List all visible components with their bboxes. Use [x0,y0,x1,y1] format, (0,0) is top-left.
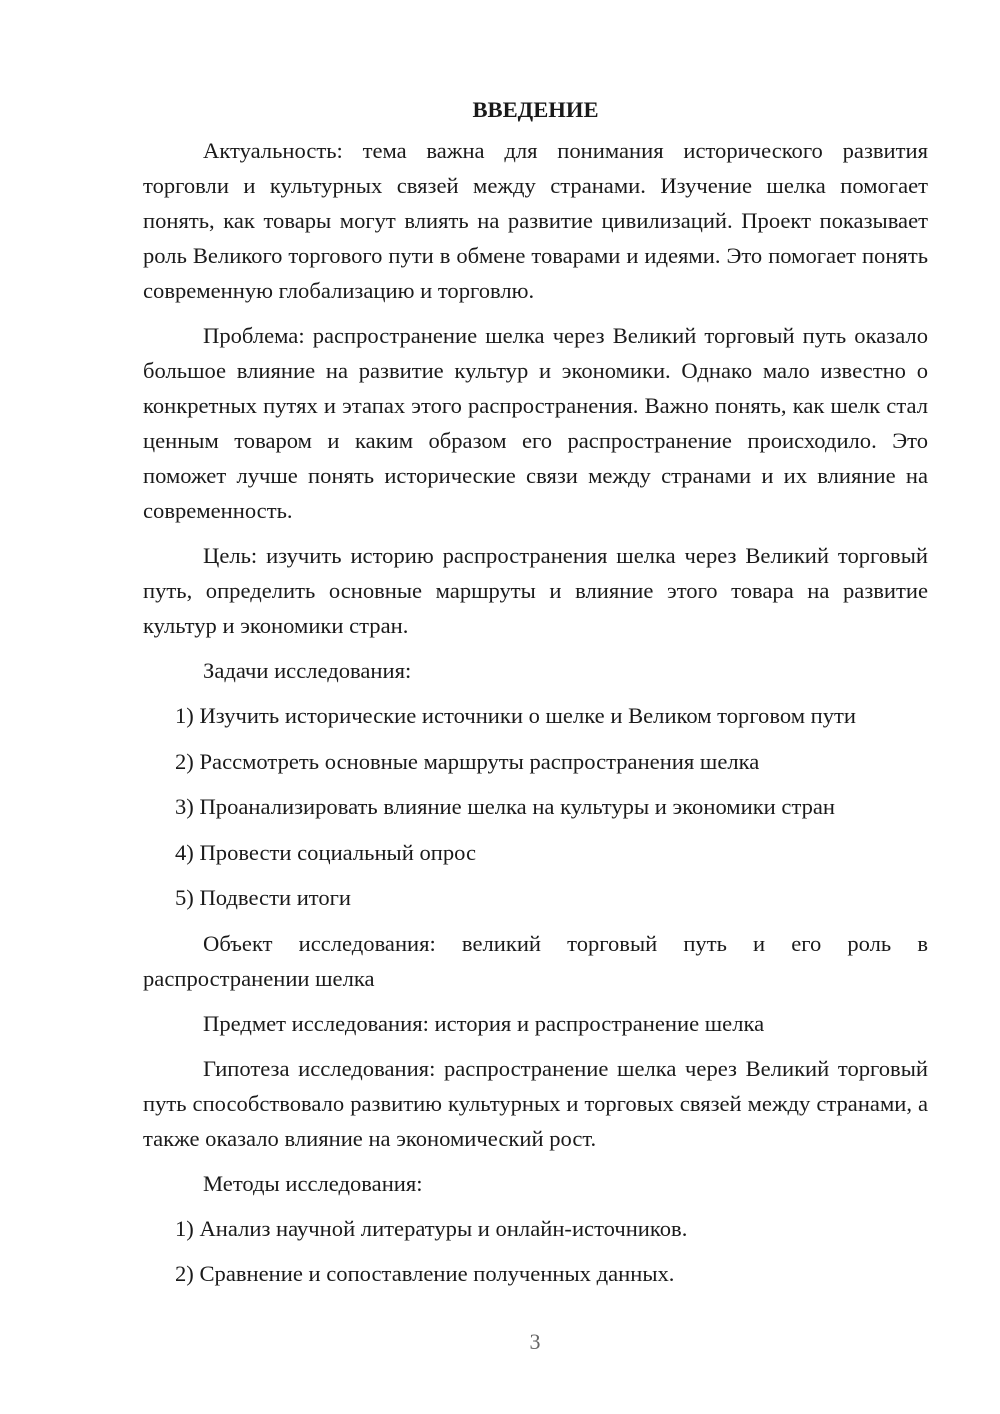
page-number: 3 [529,1329,541,1354]
goal-paragraph: Цель: изучить историю распространения шелка через Великий торговый путь, определить основные маршруты и влияние этого товара на развитие культур и экономики стран. [143,543,928,638]
methods-heading: Методы исследования: [203,1170,423,1196]
method-item: 1) Анализ научной литературы и онлайн-источников. [175,1215,688,1241]
problem-paragraph: Проблема: распространение шелка через Великий торговый путь оказало большое влияние на развитие культур и экономики. Однако мало известно о конкретных путях и этапах этого распространения. Важно понять, как шелк стал ценным товаром и каким образом его распространение происходило. Это поможет лучше понять исторические связи между странами и их влияние на современность. [143,323,928,523]
subject-paragraph: Предмет исследования: история и распространение шелка [203,1010,765,1036]
task-item: 4) Провести социальный опрос [175,839,477,865]
object-paragraph: Объект исследования: великий торговый путь и его роль в распространении шелка [143,930,928,991]
method-item: 2) Сравнение и сопоставление полученных данных. [175,1261,675,1286]
task-item: 1) Изучить исторические источники о шелке и Великом торговом пути [175,703,857,728]
document-page [143,92,928,1302]
task-item: 5) Подвести итоги [175,885,352,910]
hypothesis-paragraph: Гипотеза исследования: распространение шелка через Великий торговый путь способствовало развитию культурных и торговых связей между странами, а также оказало влияние на экономический рост. [143,1055,928,1151]
task-item: 3) Проанализировать влияние шелка на культуры и экономики стран [175,794,836,819]
page-title: ВВЕДЕНИЕ [472,97,599,122]
tasks-heading: Задачи исследования: [203,658,412,683]
task-item: 2) Рассмотреть основные маршруты распространения шелка [175,748,760,774]
relevance-paragraph: Актуальность: тема важна для понимания исторического развития торговли и культурных связей между странами. Изучение шелка помогает понять, как товары могут влиять на развитие цивилизаций. Проект показывает роль Великого торгового пути в обмене товарами и идеями. Это помогает понять современную глобализацию и торговлю. [143,138,928,303]
